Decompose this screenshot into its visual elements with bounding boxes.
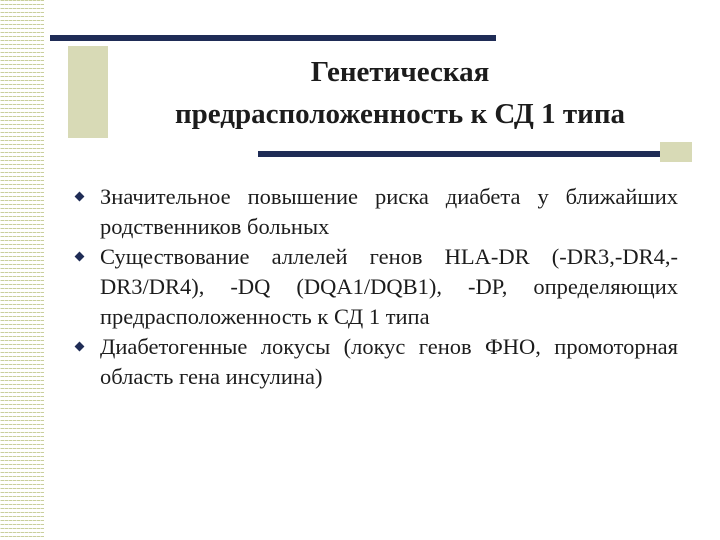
bullet-item (76, 332, 678, 392)
decorative-bar-bottom (258, 151, 660, 157)
bullet-text: Значительное повышение риска диабета у ближайших родственников больных (100, 184, 678, 239)
decorative-bar-top (50, 35, 496, 41)
bullet-text: Существование аллелей генов HLA-DR (-DR3,-DR4,-DR3/DR4), -DQ (DQA1/DQB1), -DP, определяющих предрасположенность к СД 1 типа (100, 244, 678, 329)
slide-title-line-1: Генетическая (310, 56, 490, 88)
slide-title-line-2: предрасположенность к СД 1 типа (174, 98, 626, 130)
decorative-stripes-overlay (0, 0, 44, 540)
slide-title (110, 51, 690, 135)
decorative-block-left (68, 46, 108, 138)
diamond-bullet-icon (75, 192, 85, 202)
bullet-list (76, 182, 678, 392)
bullet-item (76, 242, 678, 332)
diamond-bullet-icon (75, 252, 85, 262)
bullet-text: Диабетогенные локусы (локус генов ФНО, промоторная область гена инсулина) (100, 334, 678, 389)
diamond-bullet-icon (75, 342, 85, 352)
decorative-block-right (660, 142, 692, 162)
bullet-item (76, 182, 678, 242)
